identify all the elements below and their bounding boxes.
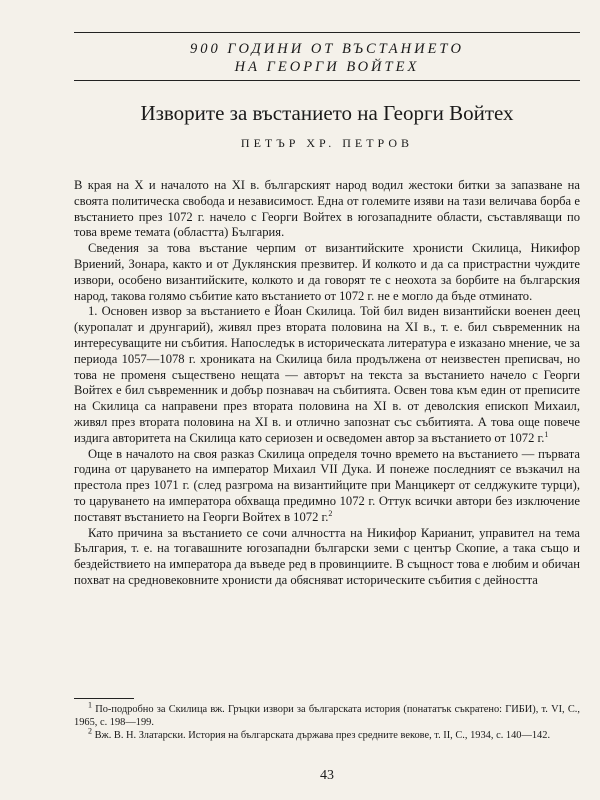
paragraph-1: В края на X и началото на XI в. българският народ водил жестоки битки за запазване на своята политическа свобода и независимост. Една от големите изяви на тази величава борба е въстанието през 1072 г. начело с Георги Войтех в югозападните области, съставляващи по това време темата (областта) България. bbox=[74, 178, 580, 240]
paragraph-5: Като причина за въстанието се сочи алчността на Никифор Карианит, управител на тема България, т. е. на тогавашните югозападни български земи с център Скопие, а така също и бездействието на императора да въведе ред в провинциите. В същност това е любим и обичан похват на средновековните хронисти да обясняват историческите събития с дейността bbox=[74, 525, 580, 587]
footnote-2-text: Вж. В. Н. Златарски. История на българската държава през средните векове, т. II, С., 1934, с. 140—142. bbox=[94, 729, 551, 741]
footnote-1 bbox=[74, 700, 580, 730]
paragraph-4-text: Още в началото на своя разказ Скилица определя точно времето на въстанието — първата година от царуването на император Михаил VII Дука. И понеже последният се възкачил на престола през 1071 г. (след разгрома на византийците при Манцикерт от селджуките турци), то царуването на императора обхваща предимно 1072 г. Оттук всички автори без изключение поставят въстанието на Георги Войтех в 1072 г. bbox=[74, 446, 580, 524]
series-line-1: 900 ГОДИНИ ОТ ВЪСТАНИЕТО bbox=[190, 41, 464, 57]
series-heading bbox=[74, 40, 580, 76]
footnote-ref-1: 1 bbox=[544, 429, 549, 439]
paragraph-3 bbox=[74, 304, 580, 446]
footnote-ref-2: 2 bbox=[328, 508, 333, 518]
paragraph-3-text: 1. Основен извор за въстанието е Йоан Скилица. Той бил виден византийски военен деец (куропалат и друнгарий), живял през втората половина на XI в., т. е. бил съвременник на интересуващите ни събития. Напоследък в историческата литература е изказано мнение, че за периода 1057—1078 г. хрониката на Скилица била продължена от неизвестен преписвач, но това не променя съществено нещата — авторът на текста за въстанието начело с Георги Войтех е бил съвременник и добър познавач на събитията. Освен това към един от преписите на Скилица са направени през втората половина на XI в. от деволския епископ Михаил, живял през втората половина на XI в. и отлично запознат със събитията. А това още повече издига авторитета на Скилица като сериозен и осведомен автор за въстанието от 1072 г. bbox=[74, 304, 580, 445]
footnote-mark-1: 1 bbox=[88, 700, 92, 710]
paragraph-2: Сведения за това въстание черпим от византийските хронисти Скилица, Никифор Вриений, Зонара, както и от Дуклянския презвитер. И колкото и да са пристрастни чуждите извори, особено византийските, колкото и да говорят те с неохота за борбите на българския народ, такова голямо събитие като въстанието от 1072 г. не е могло да бъде отминато. bbox=[74, 241, 580, 303]
article-title: Изворите за въстанието на Георги Войтех bbox=[140, 101, 514, 125]
series-rule bbox=[74, 80, 580, 81]
footnote-rule bbox=[74, 698, 134, 699]
footnotes bbox=[74, 700, 580, 742]
top-rule bbox=[74, 32, 580, 33]
footnote-2 bbox=[74, 726, 580, 743]
footnote-1-text: По-подробно за Скилица вж. Гръцки извори за българската история (понататък съкратено: ГИБИ), т. VI, С., 1965, с. 198—199. bbox=[74, 704, 580, 728]
article-author: ПЕТЪР ХР. ПЕТРОВ bbox=[240, 136, 414, 150]
page-number: 43 bbox=[320, 768, 334, 783]
paragraph-4 bbox=[74, 447, 580, 526]
series-line-2: НА ГЕОРГИ ВОЙТЕХ bbox=[234, 59, 420, 75]
footnote-mark-2: 2 bbox=[88, 726, 92, 736]
article-body bbox=[74, 178, 580, 589]
